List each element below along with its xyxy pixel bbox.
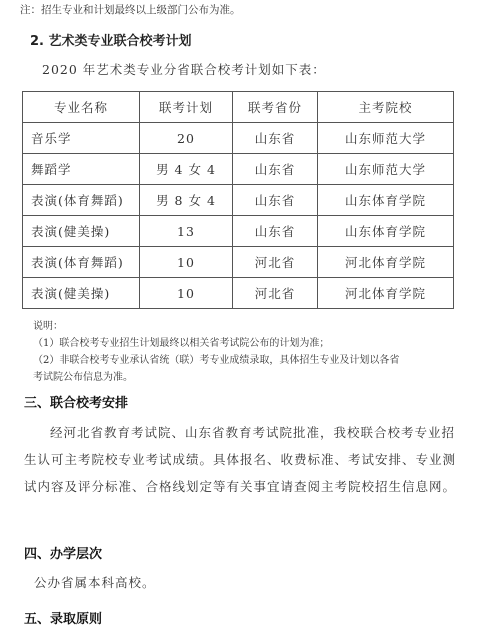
- cell-plan: 20: [140, 123, 233, 154]
- section-3-title: 三、联合校考安排: [24, 396, 129, 411]
- cell-major: 表演(健美操): [23, 278, 140, 309]
- table-row: [23, 247, 454, 278]
- table-row: [23, 123, 454, 154]
- cell-school: 山东师范大学: [318, 123, 454, 154]
- cell-major: 音乐学: [23, 123, 140, 154]
- cell-province: 山东省: [233, 123, 318, 154]
- header-province: 联考省份: [233, 92, 318, 123]
- notes-line-3: 考试院公布信息为准。: [33, 372, 133, 383]
- table-row: [23, 154, 454, 185]
- section-4-body: 公办省属本科高校。: [34, 575, 156, 590]
- notes-line-2: （2）非联合校考专业承认省统（联）考专业成绩录取，具体招生专业及计划以各省: [33, 355, 400, 366]
- cell-province: 山东省: [233, 216, 318, 247]
- cell-major: 表演(体育舞蹈): [23, 247, 140, 278]
- cell-plan: 10: [140, 247, 233, 278]
- section-3-body: 经河北省教育考试院、山东省教育考试院批准，我校联合校考专业招生认可主考院校专业考试成绩。具体报名、收费标准、考试安排、专业测试内容及评分标准、合格线划定等有关事宜请查阅主考院校招生信息网。: [24, 425, 457, 494]
- cell-school: 山东体育学院: [318, 185, 454, 216]
- section-4-title: 四、办学层次: [24, 547, 103, 562]
- cell-province: 山东省: [233, 185, 318, 216]
- cell-province: 河北省: [233, 247, 318, 278]
- exam-plan-table: [22, 91, 454, 309]
- intro-text: 2020 年艺术类专业分省联合校考计划如下表：: [42, 62, 326, 77]
- cell-major: 舞蹈学: [23, 154, 140, 185]
- header-school: 主考院校: [318, 92, 454, 123]
- cell-plan: 男 4 女 4: [140, 154, 233, 185]
- table-header-row: [23, 92, 454, 123]
- subsection-title: 2. 艺术类专业联合校考计划: [30, 34, 192, 49]
- header-major: 专业名称: [23, 92, 140, 123]
- notes-line-1: （1）联合校考专业招生计划最终以相关省考试院公布的计划为准；: [33, 338, 330, 349]
- cell-plan: 10: [140, 278, 233, 309]
- table-row: [23, 278, 454, 309]
- cell-school: 河北体育学院: [318, 247, 454, 278]
- section-5-title: 五、录取原则: [24, 612, 103, 627]
- cell-school: 河北体育学院: [318, 278, 454, 309]
- table-row: [23, 185, 454, 216]
- top-note: 注：招生专业和计划最终以上级部门公布为准。: [20, 4, 241, 16]
- notes-label: 说明：: [33, 321, 63, 332]
- cell-plan: 13: [140, 216, 233, 247]
- cell-province: 河北省: [233, 278, 318, 309]
- cell-plan: 男 8 女 4: [140, 185, 233, 216]
- table-row: [23, 216, 454, 247]
- header-plan: 联考计划: [140, 92, 233, 123]
- cell-school: 山东师范大学: [318, 154, 454, 185]
- cell-school: 山东体育学院: [318, 216, 454, 247]
- cell-province: 山东省: [233, 154, 318, 185]
- cell-major: 表演(健美操): [23, 216, 140, 247]
- cell-major: 表演(体育舞蹈): [23, 185, 140, 216]
